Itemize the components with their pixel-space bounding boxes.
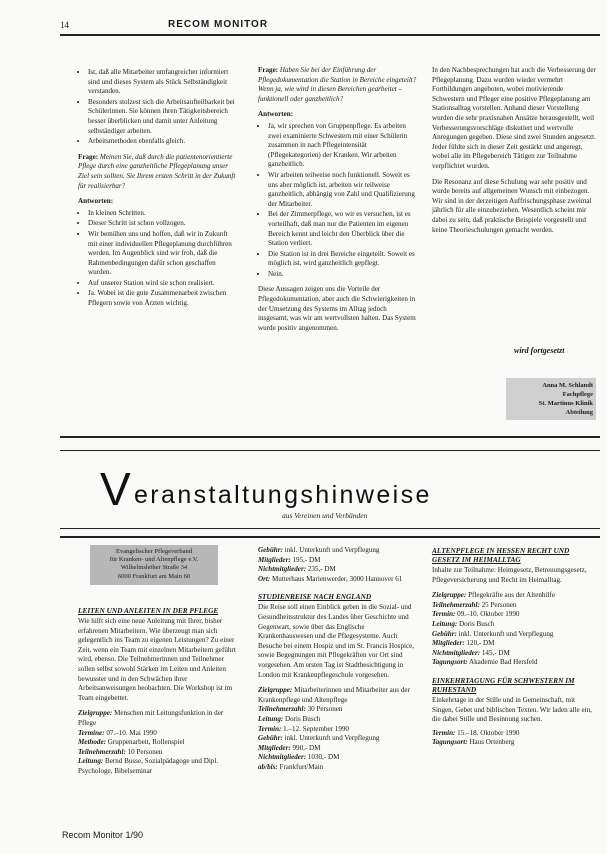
- author-line: St. Martinus Klinik: [538, 400, 593, 407]
- detail-label: Gebühr:: [258, 734, 283, 743]
- detail-label: Mitglieder:: [258, 743, 291, 752]
- detail-value: 145,- DM: [481, 648, 510, 657]
- organization-box: [90, 545, 218, 585]
- detail-value: 1.–12. September 1990: [283, 724, 349, 733]
- detail-label: Leitung:: [78, 757, 104, 766]
- page-footer: Recom Monitor 1/90: [62, 830, 144, 840]
- detail-label: Tagungsort:: [432, 738, 468, 747]
- list-item: • Die Station ist in drei Bereiche eingeteilt. Soweit es möglich ist, wird ganzheitlich gepflegt.: [268, 250, 418, 269]
- detail-line: [258, 575, 418, 585]
- list-item: • Bei der Zimmerpflege, wo wir es versuchen, ist es vorteilhaft, daß man nur die Patienten im eigenen Bereich kennt und leicht den Überblick über die Station verliert.: [268, 210, 418, 248]
- detail-label: Termine:: [78, 728, 105, 737]
- list-item: • In kleinen Schritten.: [88, 209, 236, 219]
- detail-value: inkl. Unterkunft und Verpflegung: [284, 734, 380, 743]
- detail-label: Nichtmitglieder:: [258, 565, 307, 574]
- detail-value: 07.–10. Mai 1990: [106, 728, 157, 737]
- detail-label: Gebühr:: [258, 546, 283, 554]
- bullet-list-top: [78, 68, 236, 147]
- divider: [60, 436, 600, 438]
- detail-value: Doris Busch: [285, 714, 321, 723]
- divider: [60, 528, 600, 529]
- org-line: Wilhelmshöher Straße 34: [120, 564, 188, 572]
- paragraph: Die Resonanz auf diese Schulung war sehr positiv und wurde bereits auf allgemeinen Wunsch mit einbezogen. Wir sind in der derzeitigen Auffrischungsphase zweimal jährlich für alle einzubeziehen. Wesentlich scheint mir dabei zu sein, daß praktische Beispiele vorgestellt und keine Theorieschulungen gemacht werden.: [432, 177, 592, 234]
- detail-value: Pflegekräfte aus der Altenhilfe: [468, 591, 555, 600]
- section-body: Einkehrtage in der Stille und in Gemeinschaft, mit Singen, Gebet und biblischen Texten. Wir laden alle ein, die dabei Stille und Besinnung suchen.: [432, 695, 592, 724]
- detail-line: [258, 734, 418, 744]
- events-column-1: [78, 606, 238, 777]
- detail-label: Methode:: [78, 738, 106, 747]
- section-body: Inhalte zur Teilnahme: Heimgesetz, Betreuungsgesetz, Pflegeversicherung und Recht im Heimalltag.: [432, 566, 587, 584]
- org-line: Evangelischer Pflegeverband: [116, 548, 192, 555]
- detail-line: [78, 748, 238, 758]
- detail-label: Termin:: [432, 610, 456, 619]
- middle-column: [258, 66, 418, 335]
- detail-list: [258, 546, 418, 584]
- answer-label: Antworten:: [78, 197, 114, 206]
- detail-label: Teilnehmerzahl:: [258, 705, 306, 714]
- section-heading: STUDIENREISE NACH ENGLAND: [258, 592, 372, 602]
- detail-line: [78, 729, 238, 739]
- page-header: [60, 20, 600, 36]
- detail-value: 990,- DM: [292, 743, 321, 752]
- detail-line: [258, 725, 418, 735]
- detail-value: 235,- DM: [307, 565, 336, 574]
- detail-line: [432, 591, 596, 601]
- section-heading: LEITEN UND ANLEITEN IN DER PFLEGE: [78, 606, 219, 615]
- detail-value: Bernd Busse, Sozialpädagoge und Dipl. Psychologe, Bibelseminar: [78, 757, 219, 775]
- detail-label: Zielgruppe:: [78, 709, 113, 718]
- detail-value: 1030,- DM: [307, 753, 340, 762]
- detail-line: [432, 620, 596, 630]
- answer-label: Antworten:: [258, 110, 294, 119]
- detail-label: Leitung:: [258, 714, 284, 723]
- detail-line: [258, 705, 418, 715]
- detail-list: [432, 591, 596, 668]
- divider: [60, 536, 600, 538]
- detail-line: [432, 639, 596, 649]
- detail-value: Doris Busch: [459, 619, 495, 628]
- detail-value: Mutterhaus Marienwerder, 3000 Hannover 61: [272, 574, 403, 583]
- divider: [60, 450, 600, 451]
- detail-label: Zielgruppe:: [432, 591, 467, 600]
- list-item: • Dieser Schritt ist schon vollzogen.: [88, 219, 236, 229]
- list-item: • Ist, daß alle Mitarbeiter umfangreicher informiert sind und dieses System als Stück Selbständigkeit verstanden.: [88, 68, 236, 97]
- continued-note: wird fortgesetzt: [514, 346, 565, 355]
- detail-line: [258, 744, 418, 754]
- org-line: 6000 Frankfurt am Main 60: [117, 572, 191, 580]
- detail-line: [78, 709, 238, 728]
- list-item: • Besonders stolzest sich die Arbeitsaufteilbarkeit bei Schülerinnen. Sie können ihren Tätigkeitsbereich besser überblicken und damit unter Anleitung selbständiger arbeiten.: [88, 98, 236, 136]
- detail-label: Leitung:: [432, 619, 458, 628]
- author-line: Abteilung: [565, 409, 593, 416]
- list-item: • Auf unserer Station wird sie schon realisiert.: [88, 279, 236, 289]
- question-block: [78, 153, 236, 191]
- detail-line: [258, 546, 418, 556]
- detail-value: Frankfurt/Main: [279, 762, 324, 771]
- detail-label: Termin:: [432, 728, 456, 737]
- detail-value: inkl. Unterkunft und Verpflegung: [284, 546, 380, 554]
- title-initial: V: [100, 463, 131, 515]
- detail-value: 10 Personen: [127, 747, 163, 756]
- detail-value: Menschen mit Leitungsfunktion in der Pflege: [78, 709, 224, 727]
- detail-value: 30 Personen: [307, 705, 343, 714]
- paragraph: In den Nachbesprechungen hat auch die Verbesserung der Pflegeplanung. Dazu wurden wieder vermehrt Fortbildungen angeboten, wobei motivierende Schwestern und Pfleger eine positive Pflegeplanung am Stationsalltag vorstellen. Anhand dieser Vorstellung wurden die sehr praxisnahen Ansätze herausgestellt, weil Verbesserungsvorschläge diskutiert und wertvolle Anregungen gegeben. Diese sind zwei Stunden angesetzt. Jeder fühlte sich in dieser Zeit gestärkt und angeregt, wobei alle im Pflegebereich Tätigen zur Teilnahme verpflichtet wurden.: [432, 66, 596, 170]
- detail-list: [258, 686, 418, 772]
- detail-label: Ort:: [258, 574, 271, 583]
- detail-label: Mitglieder:: [258, 555, 291, 564]
- magazine-title: RECOM MONITOR: [168, 19, 269, 30]
- list-item: • Ja, wir sprechen von Gruppenpflege. Es arbeiten zwei examinierte Schwestern mit einer Schülerin zusammen in nach Pflegeintensität (Pflegekategorien) der Kranken. Wir arbeiten ganzheitlich.: [268, 122, 418, 170]
- events-title: eranstaltungshinweise: [134, 481, 432, 509]
- section-body: Wie hilft sich eine neue Anleitung mit Ihrer, bisher erfahrenen Mitarbeitern. Wie überzeugt man sich gelegentlich ins Team zu eigenen Leistungen? Zu einer Zeit, wenn ein Team mit einzelnen Mitarbeitern geführt wird, ebenso. Die Teilnehmerinnen und Teilnehmer sollen selbst sowohl Stärken im Leiten und Anleiten bewusster und in den Schwächen ihrer Arbeitsanweisungen beobachten. Die Workshop ist im Team eingebettet.: [78, 617, 236, 702]
- author-box: [506, 378, 596, 420]
- detail-line: [258, 565, 418, 575]
- detail-line: [432, 649, 596, 659]
- closing-paragraph: Diese Aussagen zeigen uns die Vorteile der Pflegedokumentation, aber auch die Schwierigkeiten in der Umsetzung des Systems im Alltag jedoch insgesamt, was wir am wertvollsten halten. Das System wurde positiv angenommen.: [258, 285, 416, 332]
- detail-line: [432, 601, 596, 611]
- detail-value: Akademie Bad Hersfeld: [469, 658, 538, 667]
- detail-value: Mitarbeiterinnen und Mitarbeiter aus der Krankenpflege und Altenpflege: [258, 686, 410, 704]
- detail-label: Zielgruppe:: [258, 686, 293, 695]
- detail-line: [78, 738, 238, 748]
- detail-value: Gruppenarbeit, Rollenspiel: [107, 738, 185, 747]
- detail-value: inkl. Unterkunft und Verpflegung: [458, 629, 554, 638]
- detail-label: Nichtmitglieder:: [258, 753, 307, 762]
- detail-line: [258, 686, 418, 705]
- right-column: [432, 66, 596, 237]
- events-column-3: [432, 546, 596, 748]
- detail-line: [258, 763, 418, 773]
- page-number: 14: [60, 20, 69, 30]
- detail-label: Teilnehmerzahl:: [78, 747, 126, 756]
- detail-list: [78, 709, 238, 776]
- org-line: für Kranken- und Altenpflege e.V.: [109, 556, 199, 564]
- detail-label: Termin:: [258, 724, 282, 733]
- detail-value: 09.–10. Oktober 1990: [457, 610, 520, 619]
- question-label: Frage:: [78, 152, 99, 161]
- detail-label: Gebühr:: [432, 629, 457, 638]
- detail-line: [432, 630, 596, 640]
- list-item: • Nein.: [268, 270, 418, 280]
- section-body: Die Reise soll einen Einblick geben in die Sozial- und Gesundheitsstruktur des Landes über Geschichte und Gegenwart, sowie über das Englische Krankenhauswesen und die Pflegesysteme. Auch Besuche bei einem Hospiz und im St. Francis Hospice, sowie Begegnungen mit Pflegekräften vor Ort sind vorgesehen. Am ersten Tag ist Stadtbesichtigung in London mit Krankenpflegeschule vorgesehen.: [258, 603, 415, 679]
- detail-line: [432, 658, 596, 668]
- detail-line: [258, 715, 418, 725]
- detail-line: [432, 610, 596, 620]
- detail-line: [432, 729, 596, 739]
- detail-value: 120,- DM: [466, 639, 495, 648]
- detail-line: [258, 753, 418, 763]
- detail-line: [432, 738, 596, 748]
- detail-value: 15.–18. Oktober 1990: [457, 728, 520, 737]
- events-column-2: [258, 546, 418, 772]
- detail-label: Mitglieder:: [432, 639, 465, 648]
- question-text: Meinen Sie, daß durch die patientenorientierte Pflege durch eine ganzheitliche Pflegeplanung unser Ziel sein sollten. Sie Ihrem ersten Schritt in der Zukunft für realisierbar?: [78, 152, 236, 190]
- detail-line: [78, 757, 238, 776]
- detail-label: Teilnehmerzahl:: [432, 600, 480, 609]
- list-item: • Arbeitsmethoden ebenfalls gleich.: [88, 137, 236, 147]
- events-subtitle: aus Vereinen und Verbänden: [282, 511, 368, 520]
- question-text: Haben Sie bei der Einführung der Pflegedokumentation die Station in Bereiche eingeteilt? Wenn ja, wie wird in diesen Bereichen gearbeitet – funktionell oder ganzheitlich?: [258, 66, 417, 103]
- detail-value: 195,- DM: [292, 555, 321, 564]
- answers-list: [258, 122, 418, 280]
- author-line: Fachpflege: [562, 391, 593, 398]
- detail-value: 25 Personen: [481, 600, 517, 609]
- list-item: • Wir bemühen uns und hoffen, daß wir in Zukunft mit einer individuellen Pflegeplanung durchführen werden. Im Augenblick sind wir froh, daß die Rahmenbedingungen dafür schon geschaffen wurden.: [88, 230, 236, 278]
- question-label: Frage:: [258, 66, 279, 74]
- question-block: [258, 66, 418, 104]
- detail-line: [258, 556, 418, 566]
- detail-list: [432, 729, 596, 748]
- detail-label: Nichtmitglieder:: [432, 648, 481, 657]
- author-line: Anna M. Schlandt: [542, 382, 593, 389]
- detail-label: ab/bis:: [258, 762, 278, 771]
- detail-label: Tagungsort:: [432, 658, 468, 667]
- section-heading: EINKEHRTAGUNG FÜR SCHWESTERN IM RUHESTAND: [432, 675, 575, 694]
- list-item: • Ja. Wobei ist die gute Zusammenarbeit zwischen Pflegern sowie von Ärzten wichtig.: [88, 289, 236, 308]
- answers-list: [78, 209, 236, 309]
- left-column: [78, 68, 236, 310]
- section-heading: ALTENPFLEGE IN HESSEN RECHT UND GESETZ IM HEIMALLTAG: [432, 546, 570, 564]
- detail-value: Haus Ortenberg: [469, 738, 515, 747]
- list-item: • Wir arbeiten teilweise noch funktionell. Soweit es uns aber möglich ist, arbeiten wir teilweise ganzheitlich, abhängig von Zahl und Qualifizierung der Mitarbeiter.: [268, 171, 418, 209]
